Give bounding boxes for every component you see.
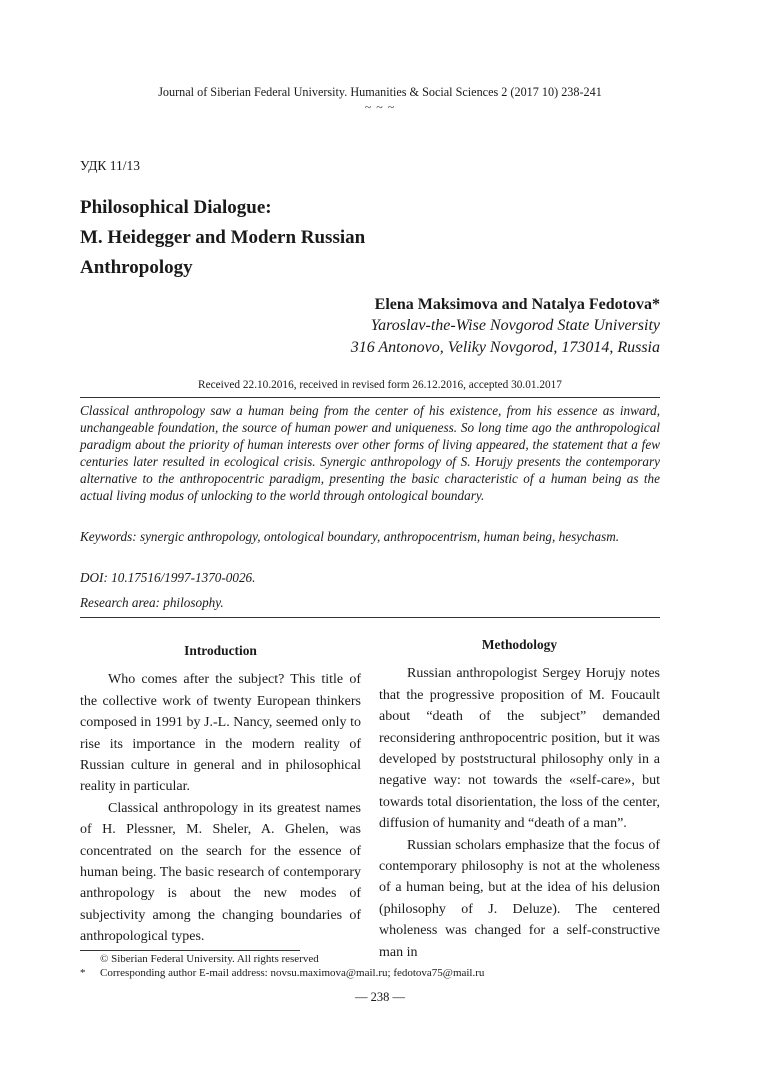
footnote-corresponding (80, 966, 484, 980)
methodology-paragraph-1: Russian anthropologist Sergey Horujy notes that the progressive proposition of M. Foucault about “death of the subject” demanded reconsidering anthropocentric position, but it was developed by poststructural philosophy only in a negative way: not towards the «self-care», but towards total disorientation, the loss of the center, diffusion of humanity and “death of a man”. (379, 666, 660, 832)
footnote-mark: * (80, 967, 86, 979)
received-dates: Received 22.10.2016, received in revised form 26.12.2016, accepted 30.01.2017 (198, 379, 562, 391)
title-line-1: Philosophical Dialogue: (80, 197, 272, 218)
affiliation-address: 316 Antonovo, Veliky Novgorod, 173014, Russia (350, 339, 660, 356)
research-area: Research area: philosophy. (80, 595, 224, 610)
affiliation-university: Yaroslav-the-Wise Novgorod State University (370, 317, 660, 334)
authors: Elena Maksimova and Natalya Fedotova* (374, 296, 660, 313)
corresponding-text: Corresponding author E-mail address: novsu.maximova@mail.ru; fedotova75@mail.ru (100, 967, 485, 979)
methodology-column (379, 634, 660, 963)
introduction-heading: Introduction (184, 643, 257, 658)
introduction-paragraph-1: Who comes after the subject? This title of the collective work of twenty European thinkers composed in 1991 by J.-L. Nancy, seemed only to rise its importance in the modern reality of Russian culture in general and in philosophical reality in particular. (80, 672, 361, 795)
header-separator: ~ ~ ~ (364, 100, 396, 114)
title-line-2: M. Heidegger and Modern Russian (80, 227, 366, 248)
methodology-paragraph-2: Russian scholars emphasize that the focus of contemporary philosophy is not at the wholeness of a human being, but at the idea of his delusion (philosophy of J. Deluze). The centered wholeness was changed for a self-constructive man in (379, 837, 660, 960)
page-number: — 238 — (355, 990, 405, 1004)
journal-header: Journal of Siberian Federal University. Humanities & Social Sciences 2 (2017 10) 238-241 (158, 85, 602, 99)
abstract-bottom-rule (80, 617, 660, 618)
footnote-rule (80, 950, 300, 951)
methodology-heading: Methodology (481, 637, 558, 652)
abstract: Classical anthropology saw a human being from the center of his existence, from his essence as inward, unchangeable foundation, the source of human power and uniqueness. So long time ago the anthropological paradigm about the priority of human interests over other forms of living appeared, the statement that a few centuries later resulted in ecological crisis. Synergic anthropology of S. Horujy presents the contemporary alternative to the anthropocentric paradigm, presenting the basic characteristic of a human being as the actual living modus of unlocking to the world through ontological boundary. (80, 403, 660, 503)
doi: DOI: 10.17516/1997-1370-0026. (80, 570, 256, 585)
article-title (80, 193, 500, 283)
footnote-copyright (80, 952, 319, 966)
introduction-paragraph-2: Classical anthropology in its greatest names of H. Plessner, M. Sheler, A. Ghelen, was concentrated on the search for the essence of human being. The basic research of contemporary anthropology is about the new modes of subjectivity among the changing boundaries of anthropological types. (80, 800, 361, 945)
udk-code: УДК 11/13 (80, 158, 141, 173)
keywords: Keywords: synergic anthropology, ontological boundary, anthropocentrism, human being, hesychasm. (80, 529, 620, 544)
title-line-3: Anthropology (80, 257, 193, 278)
introduction-column (80, 640, 361, 948)
copyright-text: © Siberian Federal University. All rights reserved (100, 953, 319, 965)
abstract-top-rule (80, 397, 660, 398)
